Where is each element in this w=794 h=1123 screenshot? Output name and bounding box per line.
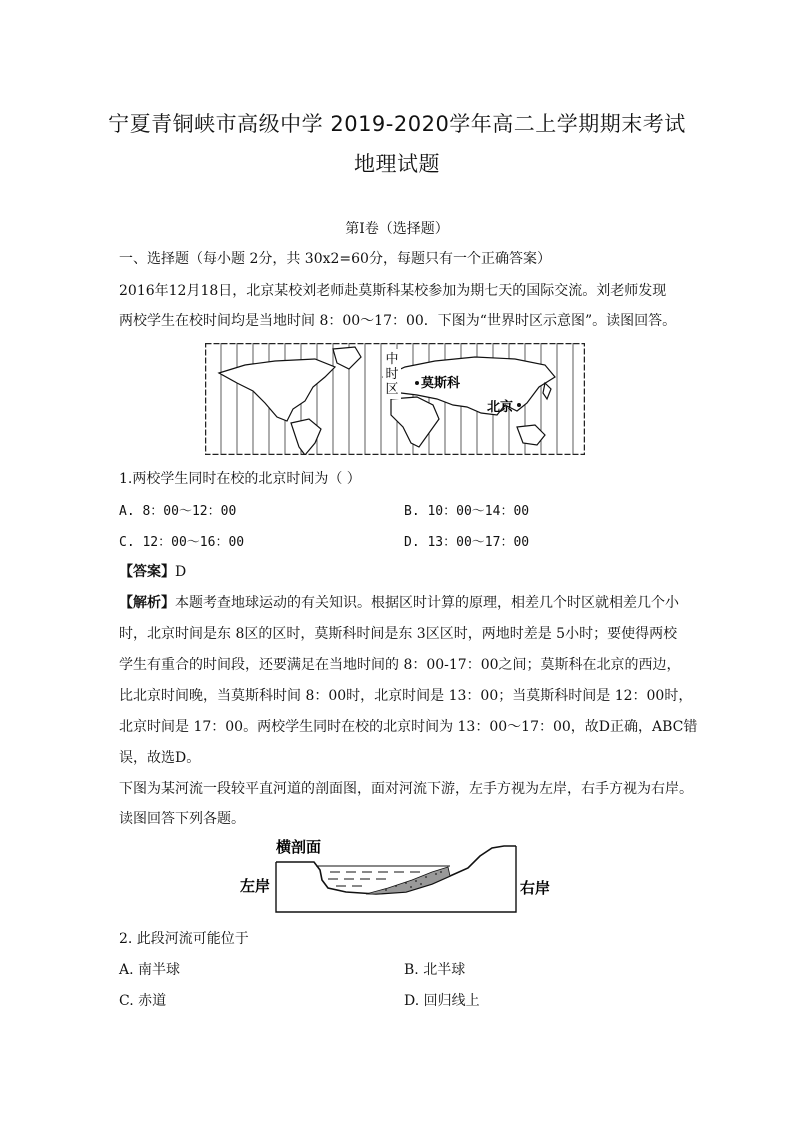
q1-answer <box>119 561 186 581</box>
q1-analysis-line5: 北京时间是 17：00。两校学生同时在校的北京时间为 13：00～17：00，故D正确，ABC错 <box>119 719 698 735</box>
world-time-zone-map <box>205 343 585 455</box>
q2-option-a: A. 南半球 <box>119 962 181 978</box>
intro2-line2: 读图回答下列各题。 <box>119 811 245 827</box>
q2-stem: 2. 此段河流可能位于 <box>119 931 249 947</box>
analysis-text-1: 本题考查地球运动的有关知识。根据区时计算的原理，相差几个时区就相差几个小 <box>175 595 679 611</box>
exam-subject: 地理试题 <box>354 152 440 176</box>
map-label-shi: 时 <box>385 367 399 382</box>
q1-option-a: A. 8：00～12：00 <box>119 504 237 519</box>
q2-option-b: B. 北半球 <box>404 962 466 978</box>
q1-option-b: B. 10：00～14：00 <box>404 504 530 519</box>
q1-analysis-line6: 误，故选D。 <box>119 750 201 766</box>
q2-option-c: C. 赤道 <box>119 993 167 1009</box>
q1-analysis-line3: 学生有重合的时间段，还要满足在当地时间的 8：00-17：00之间；莫斯科在北京的西边， <box>119 657 681 673</box>
analysis-label: 【解析】 <box>119 595 175 611</box>
beijing-dot <box>517 403 521 407</box>
map-label-zhong: 中 <box>385 352 399 367</box>
river-left-bank: 左岸 <box>240 877 271 895</box>
river-right-bank: 右岸 <box>520 879 551 897</box>
map-label-beijing: 北京 <box>487 400 514 415</box>
sediment-deposit <box>366 867 450 894</box>
intro1-line1: 2016年12月18日，北京某校刘老师赴莫斯科某校参加为期七天的国际交流。刘老师发现 <box>119 283 667 299</box>
q1-analysis-line1 <box>119 592 679 612</box>
q1-analysis-line2: 时，北京时间是东 8区的区时，莫斯科时间是东 3区区时，两地时差是 5小时；要使得两校 <box>119 626 678 642</box>
map-label-moscow: 莫斯科 <box>421 376 461 391</box>
q1-option-c: C. 12：00～16：00 <box>119 535 245 550</box>
answer-value: D <box>175 564 187 580</box>
moscow-dot <box>415 381 419 385</box>
map-label-qu: 区 <box>385 382 399 397</box>
q2-option-d: D. 回归线上 <box>404 993 480 1009</box>
q1-stem: 1.两校学生同时在校的北京时间为（ ） <box>119 471 361 487</box>
exam-title: 宁夏青铜峡市高级中学 2019-2020学年高二上学期期末考试 <box>108 112 686 136</box>
part-one-heading: 一、选择题（每小题 2分，共 30x2=60分，每题只有一个正确答案） <box>119 251 551 267</box>
section-title: 第Ⅰ卷（选择题） <box>345 221 449 237</box>
q1-analysis-line4: 比北京时间晚，当莫斯科时间 8：00时，北京时间是 13：00；当莫斯科时间是 12：00时， <box>119 688 693 704</box>
intro1-line2: 两校学生在校时间均是当地时间 8：00～17：00．下图为“世界时区示意图”。读图回答。 <box>119 313 677 329</box>
river-cross-section <box>236 834 556 916</box>
q1-option-d: D. 13：00～17：00 <box>404 535 530 550</box>
river-title: 横剖面 <box>276 838 322 856</box>
answer-label: 【答案】 <box>119 564 175 580</box>
intro2-line1: 下图为某河流一段较平直河道的剖面图，面对河流下游，左手方视为左岸，右手方视为右岸。 <box>119 781 693 797</box>
